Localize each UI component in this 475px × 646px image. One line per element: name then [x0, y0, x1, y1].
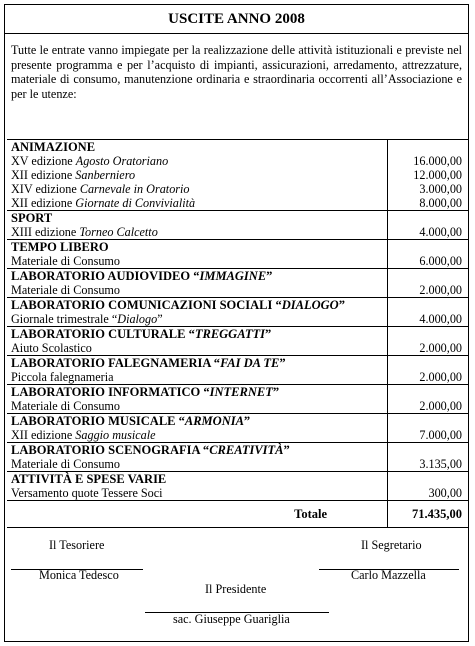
expense-amount: 16.000,00 — [413, 154, 462, 168]
expense-amount: 4.000,00 — [419, 312, 462, 326]
expense-item-text: XII edizione — [11, 168, 76, 182]
expense-section-amounts — [388, 443, 469, 472]
section-heading-text: LABORATORIO INFORMATICO “ — [11, 385, 210, 399]
expense-item — [11, 196, 383, 210]
expense-item-text: Aiuto Scolastico — [11, 341, 92, 355]
expense-section-labels — [7, 414, 388, 443]
total-label: Totale — [7, 501, 388, 528]
expense-section-amounts — [388, 327, 469, 356]
section-heading-title: TREGGATTI — [194, 327, 265, 341]
expense-section-labels — [7, 356, 388, 385]
expense-section-labels — [7, 472, 388, 501]
section-heading-text: LABORATORIO SCENOGRAFIA “ — [11, 443, 210, 457]
intro-paragraph: Tutte le entrate vanno impiegate per la realizzazione delle attività istituzionali e previste nel presente programma e per l’acquisto di impianti, assicurazioni, arredamento, attrezzature, materiale di consumo, manutenzione ordinaria e straordinaria occorrenti all’Associazione e per le utenze: — [11, 43, 462, 101]
expense-amount: 12.000,00 — [413, 168, 462, 182]
section-heading — [11, 269, 383, 283]
section-heading-text: LABORATORIO AUDIOVIDEO “ — [11, 269, 200, 283]
section-heading-text: LABORATORIO MUSICALE “ — [11, 414, 185, 428]
expense-item-text: Versamento quote Tessere Soci — [11, 486, 163, 500]
treasurer-name: Monica Tedesco — [39, 568, 119, 582]
amount-spacer — [392, 385, 462, 399]
section-heading — [11, 140, 383, 154]
section-heading-quote: ” — [272, 385, 280, 399]
section-heading — [11, 472, 383, 486]
expense-item — [11, 168, 383, 182]
expense-amount: 3.000,00 — [419, 182, 462, 196]
expense-section-amounts — [388, 385, 469, 414]
amount-spacer — [392, 298, 462, 312]
expense-item — [11, 341, 383, 355]
expense-section-amounts — [388, 140, 469, 211]
section-heading — [11, 385, 383, 399]
section-heading-text: SPORT — [11, 211, 53, 225]
expense-item — [11, 154, 383, 168]
expense-section-amounts — [388, 414, 469, 443]
page-title: USCITE ANNO 2008 — [5, 5, 468, 34]
expense-item-text: Materiale di Consumo — [11, 254, 120, 268]
section-heading-title: FAI DA TE — [220, 356, 280, 370]
expense-section — [7, 327, 468, 356]
expense-amount: 2.000,00 — [419, 399, 462, 413]
expense-item-title: Giornate di Convivialità — [75, 196, 196, 210]
expense-section — [7, 443, 468, 472]
expense-item — [11, 486, 383, 500]
secretary-role: Il Segretario — [361, 538, 422, 552]
amount-spacer — [392, 327, 462, 341]
president-name: sac. Giuseppe Guariglia — [173, 612, 290, 626]
section-heading-quote: ” — [265, 327, 272, 341]
expense-section-labels — [7, 140, 388, 211]
expense-section-labels — [7, 269, 388, 298]
section-heading-text: ANIMAZIONE — [11, 140, 96, 154]
expense-section — [7, 240, 468, 269]
expense-item-title: Carnevale in Oratorio — [79, 182, 190, 196]
expense-item-text: XII edizione — [11, 428, 76, 442]
section-heading-text: LABORATORIO FALEGNAMERIA “ — [11, 356, 221, 370]
section-heading-quote: ” — [338, 298, 345, 312]
expense-section-labels — [7, 327, 388, 356]
section-heading — [11, 443, 383, 457]
expense-item-title: Saggio musicale — [75, 428, 156, 442]
expense-section-labels — [7, 443, 388, 472]
section-heading-quote: ” — [279, 356, 286, 370]
expense-section — [7, 414, 468, 443]
amount-spacer — [392, 140, 462, 154]
expense-section — [7, 211, 468, 240]
expense-section-amounts — [388, 211, 469, 240]
section-heading — [11, 211, 383, 225]
expense-amount: 8.000,00 — [419, 196, 462, 210]
expense-item-text: XIII edizione — [11, 225, 80, 239]
secretary-name: Carlo Mazzella — [351, 568, 426, 582]
expense-section-labels — [7, 211, 388, 240]
expense-section — [7, 140, 468, 211]
expense-amount: 7.000,00 — [419, 428, 462, 442]
section-heading-title: ARMONIA — [184, 414, 244, 428]
expense-item-text: XV edizione — [11, 154, 76, 168]
expense-item-text: Giornale trimestrale “ — [11, 312, 118, 326]
treasurer-role: Il Tesoriere — [49, 538, 105, 552]
expense-section-amounts — [388, 356, 469, 385]
expense-item — [11, 399, 383, 413]
expense-item-text: XII edizione — [11, 196, 76, 210]
section-heading-text: LABORATORIO CULTURALE “ — [11, 327, 195, 341]
expense-section-amounts — [388, 472, 469, 501]
expense-item — [11, 225, 383, 239]
amount-spacer — [392, 356, 462, 370]
section-heading-title: DIALOGO — [281, 298, 339, 312]
expense-item-quote: ” — [157, 312, 163, 326]
expense-section-labels — [7, 298, 388, 327]
expense-item-text: Piccola falegnameria — [11, 370, 114, 384]
expense-amount: 2.000,00 — [419, 283, 462, 297]
expense-section — [7, 269, 468, 298]
expense-section-labels — [7, 240, 388, 269]
expense-item — [11, 283, 383, 297]
expense-amount: 2.000,00 — [419, 370, 462, 384]
expense-item-text: Materiale di Consumo — [11, 457, 120, 471]
expense-item-title: Torneo Calcetto — [79, 225, 158, 239]
section-heading-text: TEMPO LIBERO — [11, 240, 109, 254]
expense-item-text: XIV edizione — [11, 182, 80, 196]
expense-section — [7, 298, 468, 327]
expense-section — [7, 472, 468, 501]
section-heading — [11, 327, 383, 341]
total-amount: 71.435,00 — [388, 501, 469, 528]
expense-item-title: Dialogo — [117, 312, 158, 326]
amount-spacer — [392, 211, 462, 225]
expense-item — [11, 254, 383, 268]
expense-section-labels — [7, 385, 388, 414]
expense-item — [11, 457, 383, 471]
expense-section-amounts — [388, 298, 469, 327]
expense-amount: 2.000,00 — [419, 341, 462, 355]
section-heading-text: LABORATORIO COMUNICAZIONI SOCIALI “ — [11, 298, 282, 312]
section-heading-quote: ” — [243, 414, 251, 428]
section-heading — [11, 240, 383, 254]
expense-item — [11, 370, 383, 384]
section-heading-title: INTERNET — [209, 385, 273, 399]
expense-amount: 6.000,00 — [419, 254, 462, 268]
amount-spacer — [392, 414, 462, 428]
expense-section — [7, 385, 468, 414]
amount-spacer — [392, 472, 462, 486]
expense-amount: 3.135,00 — [419, 457, 462, 471]
section-heading-quote: ” — [266, 269, 273, 283]
expense-item — [11, 182, 383, 196]
section-heading-title: IMMAGINE — [199, 269, 267, 283]
section-heading — [11, 298, 383, 312]
expense-amount: 300,00 — [428, 486, 462, 500]
section-heading-text: ATTIVITÀ E SPESE VARIE — [11, 472, 167, 486]
total-row — [7, 501, 468, 528]
document-frame — [4, 4, 469, 642]
president-role: Il Presidente — [205, 582, 267, 596]
section-heading-title: CREATIVITÀ — [209, 443, 284, 457]
expense-table — [7, 139, 468, 528]
expense-item — [11, 428, 383, 442]
expense-section-amounts — [388, 269, 469, 298]
amount-spacer — [392, 240, 462, 254]
expense-item-text: Materiale di Consumo — [11, 283, 120, 297]
amount-spacer — [392, 269, 462, 283]
expense-amount: 4.000,00 — [419, 225, 462, 239]
section-heading-quote: ” — [283, 443, 290, 457]
section-heading — [11, 414, 383, 428]
expense-item — [11, 312, 383, 326]
expense-section — [7, 356, 468, 385]
expense-item-title: Agosto Oratoriano — [75, 154, 169, 168]
expense-item-text: Materiale di Consumo — [11, 399, 120, 413]
section-heading — [11, 356, 383, 370]
expense-item-title: Sanberniero — [75, 168, 136, 182]
expense-section-amounts — [388, 240, 469, 269]
amount-spacer — [392, 443, 462, 457]
